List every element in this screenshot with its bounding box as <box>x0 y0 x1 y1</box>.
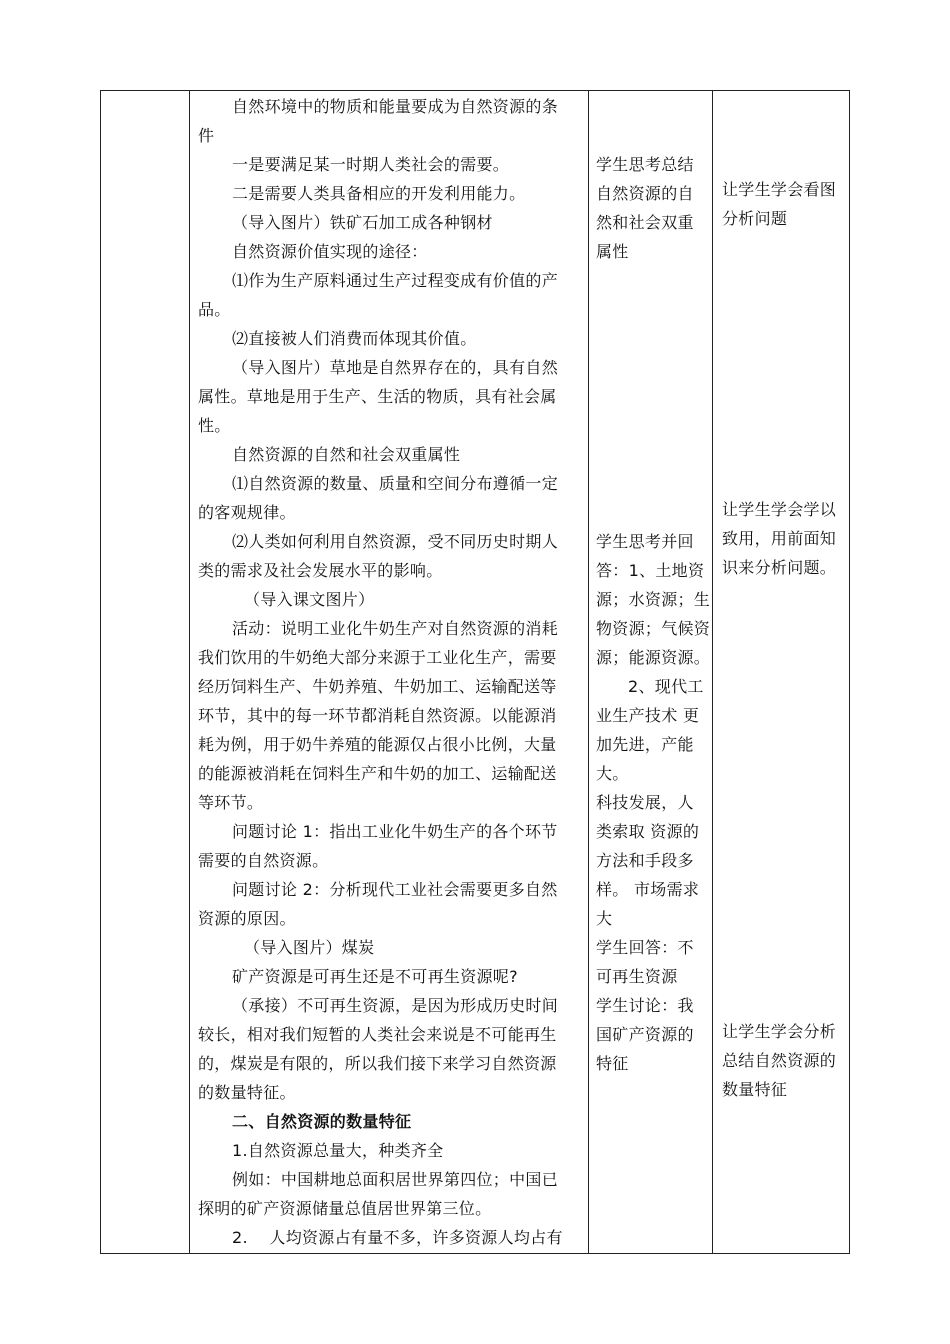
content-line: 属性。草地是用于生产、生活的物质，具有社会属 <box>198 387 557 406</box>
intent-line: 让学生学会分析 <box>722 1022 837 1041</box>
content-line: 探明的矿产资源储量总值居世界第三位。 <box>198 1199 492 1218</box>
content-line: （导入课文图片） <box>244 590 375 609</box>
intent-line: 数量特征 <box>722 1080 788 1099</box>
content-line: 一是要满足某一时期人类社会的需要。 <box>232 155 510 174</box>
content-line: 较长，相对我们短暂的人类社会来说是不可能再生 <box>198 1025 557 1044</box>
student-line: 学生思考总结 <box>596 155 694 174</box>
student-line: 样。 市场需求 <box>596 880 700 899</box>
content-line: 矿产资源是可再生还是不可再生资源呢? <box>232 967 518 986</box>
content-line: 件 <box>198 126 215 145</box>
column-divider <box>588 90 589 1254</box>
content-line: 2. 人均资源占有量不多，许多资源人均占有 <box>232 1228 563 1247</box>
student-line: 加先进，产能 <box>596 735 694 754</box>
student-line: 科技发展，人 <box>596 793 694 812</box>
student-line: 可再生资源 <box>596 967 678 986</box>
content-line: 的数量特征。 <box>198 1083 296 1102</box>
student-line: 国矿产资源的 <box>596 1025 694 1044</box>
content-line: ⑴作为生产原料通过生产过程变成有价值的产 <box>232 271 559 290</box>
student-line: 学生思考并回 <box>596 532 694 551</box>
student-line: 2、现代工 <box>628 677 704 696</box>
content-line: ⑴自然资源的数量、质量和空间分布遵循一定 <box>232 474 559 493</box>
student-line: 学生回答：不 <box>596 938 694 957</box>
content-line: 我们饮用的牛奶绝大部分来源于工业化生产，需要 <box>198 648 557 667</box>
student-line: 大 <box>596 909 613 928</box>
student-line: 学生讨论：我 <box>596 996 694 1015</box>
content-line: （导入图片）草地是自然界存在的，具有自然 <box>232 358 559 377</box>
design-intent-cell <box>722 92 844 1104</box>
content-line: 耗为例，用于奶牛养殖的能源仅占很小比例，大量 <box>198 735 557 754</box>
student-line: 类索取 资源的 <box>596 822 700 841</box>
intent-line: 让学生学会学以 <box>722 500 837 519</box>
content-line: 品。 <box>198 300 231 319</box>
student-line: 自然资源的自 <box>596 184 694 203</box>
content-line: 环节，其中的每一环节都消耗自然资源。以能源消 <box>198 706 557 725</box>
content-line: 活动：说明工业化牛奶生产对自然资源的消耗 <box>232 619 559 638</box>
intent-line: 总结自然资源的 <box>722 1051 837 1070</box>
student-line: 业生产技术 更 <box>596 706 700 725</box>
student-line: 方法和手段多 <box>596 851 694 870</box>
content-line: 二是需要人类具备相应的开发利用能力。 <box>232 184 526 203</box>
content-line: 等环节。 <box>198 793 264 812</box>
intent-line: 致用，用前面知 <box>722 529 837 548</box>
student-line: 物资源；气候资 <box>596 619 711 638</box>
intent-line: 识来分析问题。 <box>722 558 837 577</box>
content-line: 1.自然资源总量大，种类齐全 <box>232 1141 444 1160</box>
student-line: 答：1、土地资 <box>596 561 705 580</box>
student-line: 然和社会双重 <box>596 213 694 232</box>
student-line: 源；水资源；生 <box>596 590 711 609</box>
content-line: 问题讨论 2：分析现代工业社会需要更多自然 <box>232 880 558 899</box>
student-line: 大。 <box>596 764 629 783</box>
content-line: 自然资源价值实现的途径： <box>232 242 428 261</box>
student-line: 属性 <box>596 242 629 261</box>
section-heading: 二、自然资源的数量特征 <box>232 1112 412 1131</box>
content-line: 自然环境中的物质和能量要成为自然资源的条 <box>232 97 559 116</box>
content-line: 的，煤炭是有限的，所以我们接下来学习自然资源 <box>198 1054 557 1073</box>
content-line: 自然资源的自然和社会双重属性 <box>232 445 461 464</box>
content-line: 资源的原因。 <box>198 909 296 928</box>
content-line: 性。 <box>198 416 231 435</box>
content-line: 的客观规律。 <box>198 503 296 522</box>
content-line: （导入图片）煤炭 <box>244 938 375 957</box>
content-line: 需要的自然资源。 <box>198 851 329 870</box>
content-line: 例如：中国耕地总面积居世界第四位；中国已 <box>232 1170 559 1189</box>
content-line: （导入图片）铁矿石加工成各种钢材 <box>232 213 493 232</box>
content-line: 经历饲料生产、牛奶养殖、牛奶加工、运输配送等 <box>198 677 557 696</box>
student-line: 特征 <box>596 1054 629 1073</box>
content-line: （承接）不可再生资源，是因为形成历史时间 <box>232 996 559 1015</box>
content-line: 问题讨论 1：指出工业化牛奶生产的各个环节 <box>232 822 558 841</box>
content-line: ⑵人类如何利用自然资源，受不同历史时期人 <box>232 532 559 551</box>
content-line: 的能源被消耗在饲料生产和牛奶的加工、运输配送 <box>198 764 557 783</box>
content-line: 类的需求及社会发展水平的影响。 <box>198 561 443 580</box>
intent-line: 分析问题 <box>722 209 788 228</box>
column-divider <box>712 90 713 1254</box>
student-line: 源；能源资源。 <box>596 648 711 667</box>
column-divider <box>189 90 190 1254</box>
intent-line: 让学生学会看图 <box>722 180 837 199</box>
student-activity-cell <box>596 92 711 1078</box>
content-line: ⑵直接被人们消费而体现其价值。 <box>232 329 477 348</box>
teaching-content-cell <box>198 92 581 1252</box>
